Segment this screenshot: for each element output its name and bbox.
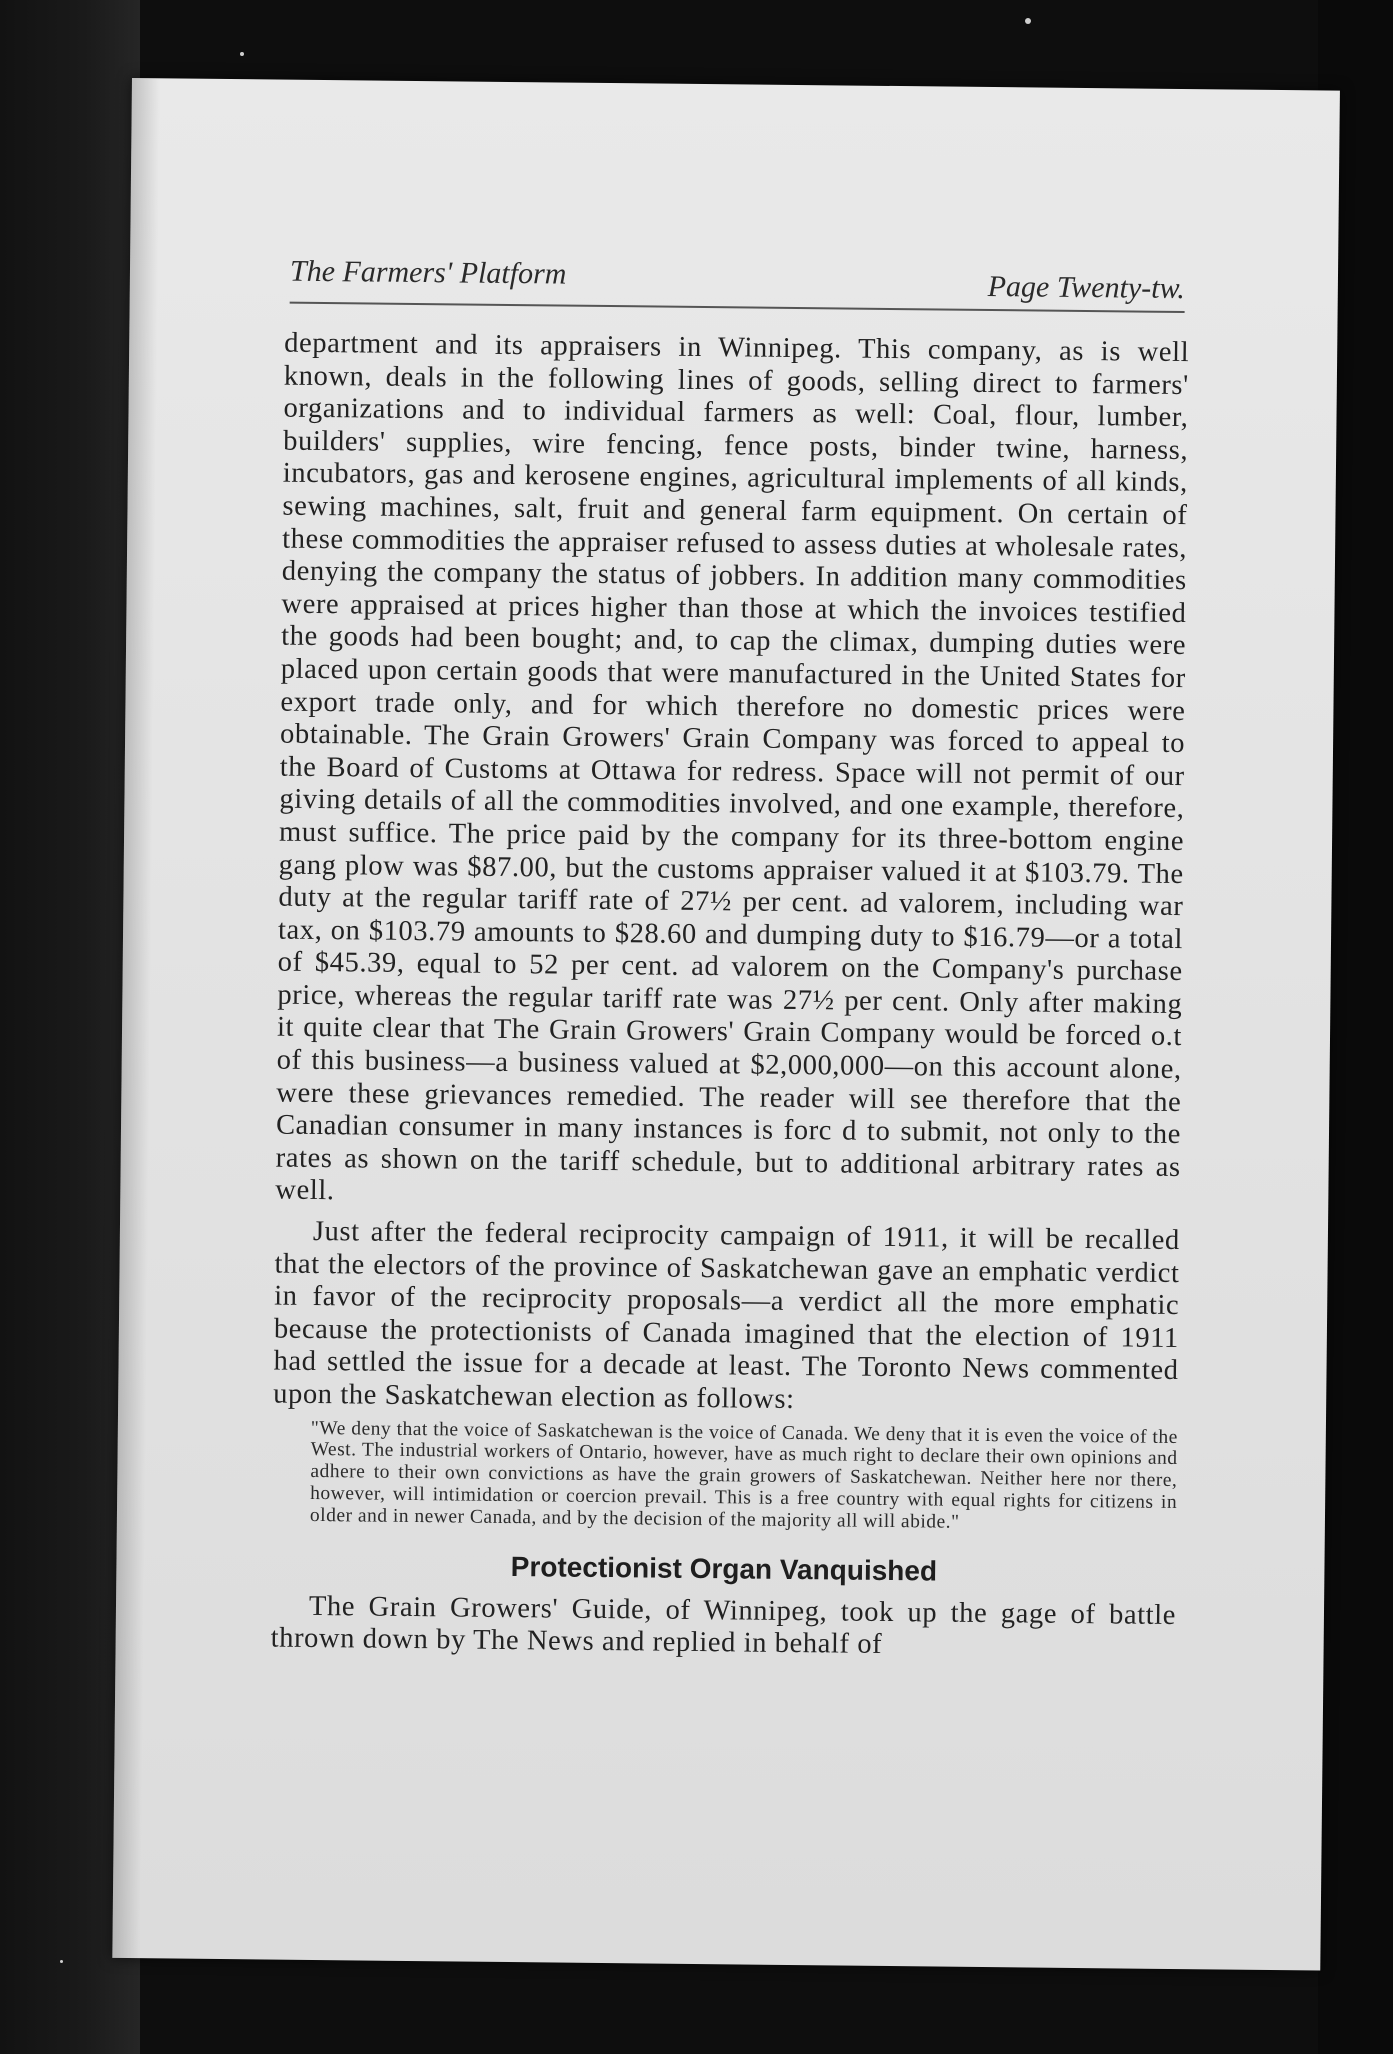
body-paragraph-1: department and its appraisers in Winnipeg. This company, as is well known, deals in the following lines of goods, selling direct to farmers' organizations and to individual farmers as well: Coal, flour, lumber, builders' supplies, wire fencing, fence posts, binder twine, harness, incubators, gas and kerosene engines, agricultural implements of all kinds, sewing machines, salt, fruit and general farm equipment. On certain of these commodities the appraiser refused to assess duties at wholesale rates, denying the company the status of jobbers. In addition many commodities were appraised at prices higher than those at which the invoices testified the goods had been bought; and, to cap the climax, dumping duties were placed upon certain goods that were manufactured in the United States for export trade only, and for which therefore no domestic prices were obtainable. The Grain Growers' Grain Company was forced to appeal to the Board of Customs at Ottawa for redress. Space will not permit of our giving details of all the commodities involved, and one example, therefore, must suffice. The price paid by the company for its three-bottom engine gang plow was $87.00, but the customs appraiser valued it at $103.79. The duty at the regular tariff rate of 27½ per cent. ad valorem, including war tax, on $103.79 amounts to $28.60 and dumping duty to $16.79—or a total of $45.39, equal to 52 per cent. ad valorem on the Company's purchase price, whereas the regular tariff rate was 27½ per cent. Only after making it quite clear that The Grain Growers' Grain Company would be forced o.t of this business—a business valued at $2,000,000—on this account alone, were these grievances remedied. The reader will see therefore that the Canadian consumer in many instances is forc d to submit, not only to the rates as shown on the tariff schedule, but to additional arbitrary rates as well.	[275, 327, 1190, 1207]
page-number-label: Page Twenty-tw.	[987, 269, 1186, 306]
scan-speck	[240, 52, 244, 56]
page-header	[290, 255, 1185, 304]
body-paragraph-2: Just after the federal reciprocity campaign of 1911, it will be recalled that the electors of the province of Saskatchewan gave an emphatic verdict in favor of the reciprocity proposals—a verdict all the more emphatic because the protectionists of Canada imagined that the election of 1911 had settled the issue for a decade at least. The Toronto News commented upon the Saskatchewan election as follows:	[273, 1215, 1181, 1416]
body-paragraph-3: The Grain Growers' Guide, of Winnipeg, took up the gage of battle thrown down by The News and replied in behalf of	[270, 1590, 1177, 1661]
running-title: The Farmers' Platform	[289, 254, 567, 291]
page-body	[270, 328, 1189, 1665]
scan-speck	[1025, 18, 1031, 24]
scan-speck	[60, 1960, 63, 1963]
section-heading: Protectionist Organ Vanquished	[510, 1550, 938, 1587]
block-quote: "We deny that the voice of Saskatchewan is the voice of Canada. We deny that it is even the voice of the West. The industrial workers of Ontario, however, have as much right to declare their own opinions and adhere to their own convictions as have the grain growers of Saskatchewan. Neither here nor there, however, will intimidation or coercion prevail. This is a free country with equal rights for citizens in older and in newer Canada, and by the decision of the majority all will abide."	[309, 1417, 1178, 1533]
document-page	[112, 78, 1340, 1971]
